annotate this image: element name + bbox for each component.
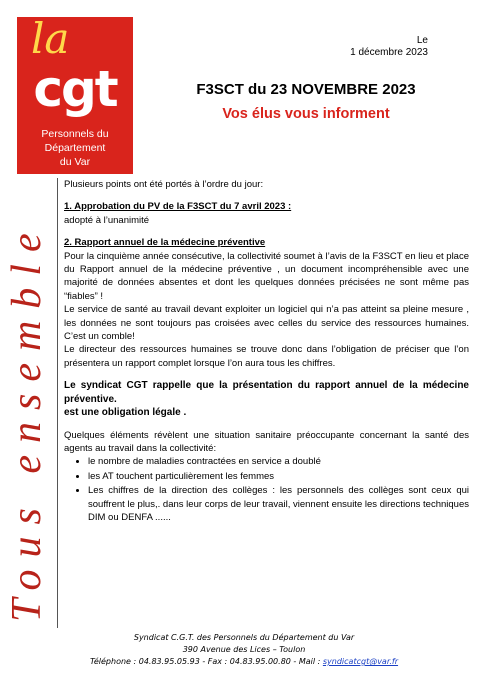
logo-la-text: la	[31, 14, 70, 63]
document-body	[64, 178, 469, 525]
vertical-slogan: Tous ensemble	[4, 221, 50, 622]
item1-heading: 1. Approbation du PV de la F3SCT du 7 avril 2023 :	[64, 201, 292, 213]
footer	[0, 632, 488, 668]
bold-statement-1: Le syndicat CGT rappelle que la présentation du rapport annuel de la médecine préventive.	[64, 380, 469, 405]
date-prefix: Le	[416, 35, 428, 46]
date-value: 1 décembre 2023	[350, 47, 428, 58]
paragraph-4: Quelques éléments révèlent une situation sanitaire préoccupante concernant la santé des agents au travail dans la collectivité:	[64, 429, 469, 454]
logo-line-2: Département	[44, 142, 106, 154]
paragraph-2: Le service de santé au travail devant exploiter un logiciel qui n’a pas atteint sa pleine mesure , les données ne sont toujours pas croisées avec celles du service des ressources humaines. C’est un comble!	[64, 304, 469, 343]
paragraph-1: Pour la cinquième année consécutive, la collectivité soumet à l’avis de la F3SCT en lieu et place du Rapport annuel de la médecine préventive , un document incompréhensible avec une majorité de données absentes et dont les quelques données précisées ne sont même pas “fiables” !	[64, 250, 469, 302]
item1-text: adopté à l’unanimité	[64, 214, 150, 226]
footer-line-2: 390 Avenue des Lices – Toulon	[182, 645, 306, 654]
document-subtitle: Vos élus vous informent	[222, 106, 390, 122]
cgt-logo	[17, 14, 133, 174]
footer-line-1: Syndicat C.G.T. des Personnels du Département du Var	[133, 633, 355, 642]
paragraph-3: Le directeur des ressources humaines se trouve donc dans l’obligation de préciser que l’on présentera un rapport complet lorsque l’on aura tous les chiffres.	[64, 344, 469, 369]
list-item: • les AT touchent particulièrement les femmes	[88, 470, 469, 483]
list-item: • Les chiffres de la direction des collèges : les personnels des collèges sont ceux qui souffrent le plus,. dans leur corps de leur travail, viennent ensuite les directions techniques DIM ou DENFA ......	[88, 484, 469, 524]
document-title: F3SCT du 23 NOVEMBRE 2023	[196, 81, 416, 98]
item2-heading: 2. Rapport annuel de la médecine préventive	[64, 237, 266, 249]
list-item: • le nombre de maladies contractées en service a doublé	[88, 455, 469, 468]
email-link[interactable]: syndicatcgt@var.fr	[322, 657, 399, 666]
footer-line-3	[0, 656, 488, 668]
logo-subtitle	[17, 127, 133, 169]
logo-line-1: Personnels du	[41, 128, 109, 140]
logo-line-3: du Var	[59, 156, 91, 168]
findings-list	[64, 455, 469, 524]
footer-contact: Téléphone : 04.83.95.05.93 - Fax : 04.83.95.00.80 - Mail :	[89, 657, 321, 666]
bold-statement-2: est une obligation légale .	[64, 407, 187, 419]
logo-cgt-text: cgt	[33, 60, 117, 118]
document-date	[350, 35, 428, 59]
intro-text: Plusieurs points ont été portés à l’ordre du jour:	[64, 179, 264, 190]
margin-divider	[57, 178, 58, 628]
